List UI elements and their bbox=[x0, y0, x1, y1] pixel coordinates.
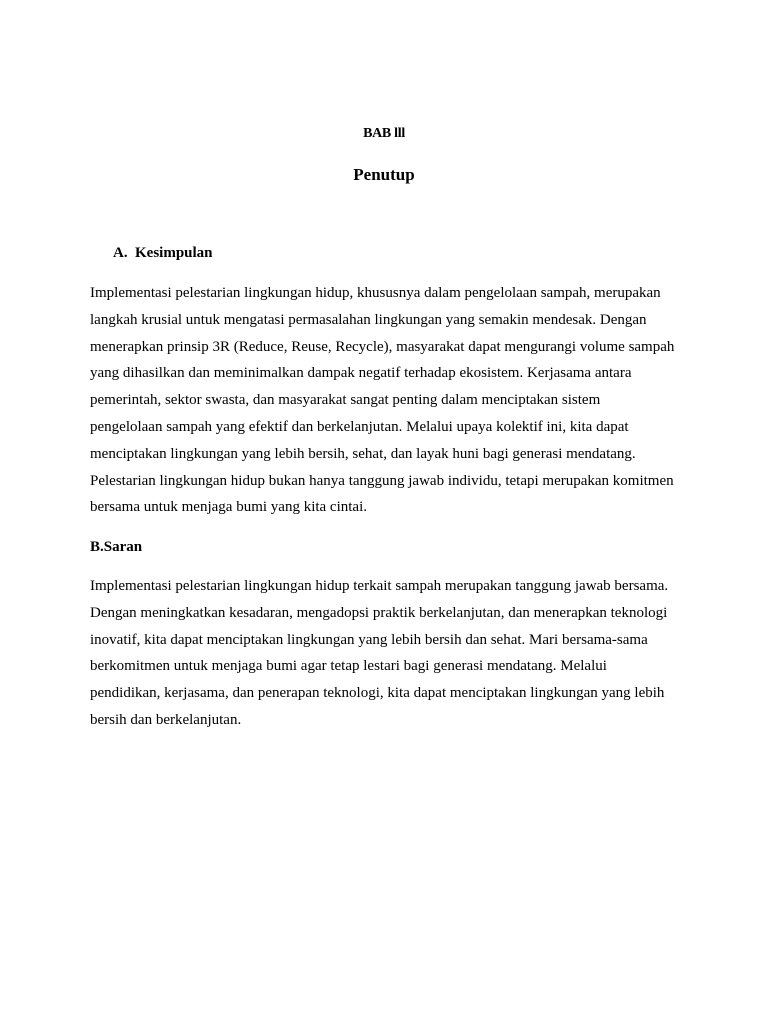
paragraph-saran bbox=[90, 573, 690, 734]
paragraph-line: pendidikan, kerjasama, dan penerapan teknologi, kita dapat menciptakan lingkungan yang lebih bbox=[90, 685, 665, 702]
paragraph-line: menerapkan prinsip 3R (Reduce, Reuse, Recycle), masyarakat dapat mengurangi volume sampah bbox=[90, 338, 675, 355]
section-title: Kesimpulan bbox=[135, 245, 213, 261]
paragraph-line: Dengan meningkatkan kesadaran, mengadopsi praktik berkelanjutan, dan menerapkan teknologi bbox=[90, 604, 668, 621]
chapter-title: Penutup bbox=[353, 165, 415, 184]
section-heading-saran: B.Saran bbox=[90, 539, 143, 555]
paragraph-line: langkah krusial untuk mengatasi permasalahan lingkungan yang semakin mendesak. Dengan bbox=[90, 311, 647, 328]
paragraph-line: Pelestarian lingkungan hidup bukan hanya tanggung jawab individu, tetapi merupakan komitmen bbox=[90, 472, 674, 489]
paragraph-line: berkomitmen untuk menjaga bumi agar tetap lestari bagi generasi mendatang. Melalui bbox=[90, 658, 607, 675]
paragraph-line: pengelolaan sampah yang efektif dan berkelanjutan. Melalui upaya kolektif ini, kita dapat bbox=[90, 418, 629, 435]
section-marker: A. bbox=[113, 245, 128, 261]
paragraph-line: pemerintah, sektor swasta, dan masyarakat sangat penting dalam menciptakan sistem bbox=[90, 392, 601, 409]
paragraph-line: bersama untuk menjaga bumi yang kita cintai. bbox=[90, 499, 368, 516]
paragraph-line: bersih dan berkelanjutan. bbox=[90, 711, 242, 728]
paragraph-line: Implementasi pelestarian lingkungan hidup terkait sampah merupakan tanggung jawab bersama. bbox=[90, 578, 669, 594]
paragraph-line: menciptakan lingkungan yang lebih bersih, sehat, dan layak huni bagi generasi mendatang. bbox=[90, 445, 636, 462]
paragraph-line: inovatif, kita dapat menciptakan lingkungan yang lebih bersih dan sehat. Mari bersama-sama bbox=[90, 631, 648, 648]
section-heading-kesimpulan bbox=[113, 243, 213, 263]
paragraph-line: yang dihasilkan dan meminimalkan dampak negatif terhadap ekosistem. Kerjasama antara bbox=[90, 365, 632, 382]
chapter-label: BAB lll bbox=[363, 126, 405, 141]
paragraph-line: Implementasi pelestarian lingkungan hidup, khususnya dalam pengelolaan sampah, merupakan bbox=[90, 285, 661, 301]
paragraph-kesimpulan bbox=[90, 280, 690, 521]
